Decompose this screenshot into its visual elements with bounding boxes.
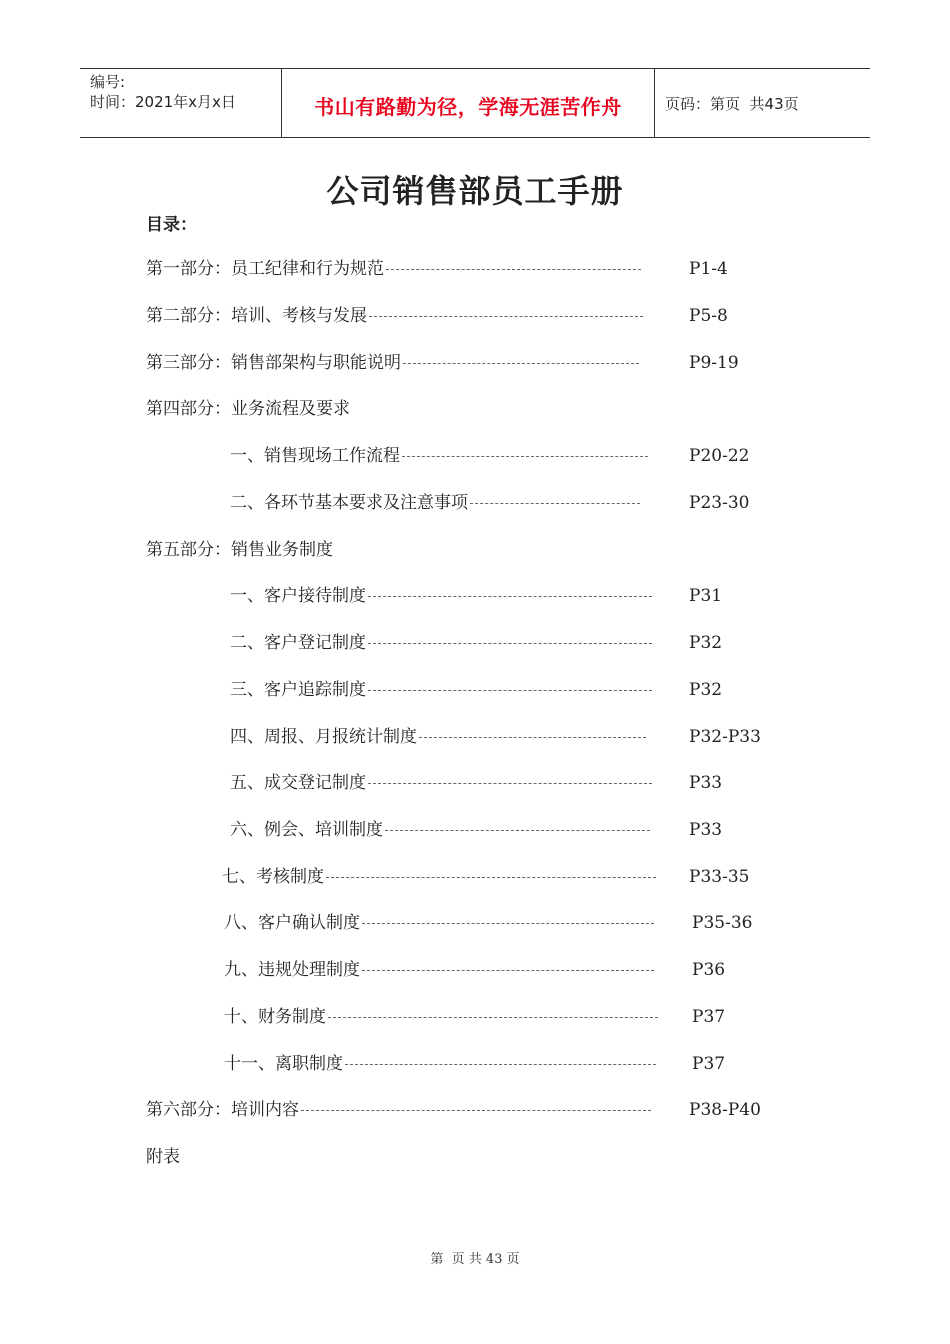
toc-entry-part4[interactable] (146, 398, 350, 420)
toc-entry-page: P32 (689, 633, 723, 653)
toc-entry-part5-11[interactable] (224, 1053, 726, 1075)
date-label: 时间：2021年x月x日 (90, 93, 236, 111)
toc-entry-part4-2[interactable] (230, 492, 750, 514)
toc-entry-part6[interactable] (146, 1099, 761, 1121)
toc-entry-text: 四、周报、月报统计制度 (230, 727, 417, 747)
toc-entry-part4-1[interactable] (230, 445, 750, 467)
toc-entry-text: 八、客户确认制度 (224, 913, 360, 933)
toc-entry-text: 七、考核制度 (222, 867, 324, 887)
toc-heading: 目录： (146, 215, 197, 235)
toc-entry-text: 九、违规处理制度 (224, 960, 360, 980)
motto-text: 书山有路勤为径，学海无涯苦作舟 (314, 94, 622, 119)
toc-entry-text: 第四部分：业务流程及要求 (146, 399, 350, 419)
toc-entry-part5[interactable] (146, 539, 333, 561)
toc-entry-part1[interactable] (146, 258, 728, 280)
toc-entry-page: P32 (689, 680, 723, 700)
toc-entry-text: 附表 (146, 1147, 180, 1167)
toc-entry-part5-10[interactable] (224, 1006, 726, 1028)
toc-entry-part5-7[interactable] (222, 866, 750, 888)
toc-entry-text: 十、财务制度 (224, 1007, 326, 1027)
toc-entry-text: 一、客户接待制度 (230, 586, 366, 606)
toc-entry-text: 第二部分：培训、考核与发展 (146, 306, 367, 326)
toc-entry-page: P37 (692, 1054, 726, 1074)
toc-entry-page: P33 (689, 773, 723, 793)
toc-entry-part5-2[interactable] (230, 632, 723, 654)
page-footer: 第 页 共 43 页 (430, 1252, 520, 1267)
toc-entry-text: 二、客户登记制度 (230, 633, 366, 653)
toc-entry-page: P1-4 (689, 259, 728, 279)
toc-entry-part5-1[interactable] (230, 585, 723, 607)
header-page-cell (655, 69, 870, 137)
header-motto-cell (282, 69, 655, 137)
toc-entry-part2[interactable] (146, 305, 728, 327)
toc-entry-page: P23-30 (689, 493, 750, 513)
toc-entry-page: P5-8 (689, 306, 728, 326)
toc-entry-text: 第五部分：销售业务制度 (146, 540, 333, 560)
toc-entry-appendix[interactable] (146, 1146, 180, 1168)
toc-entry-part5-8[interactable] (224, 912, 753, 934)
toc-entry-part3[interactable] (146, 352, 739, 374)
toc-entry-text: 二、各环节基本要求及注意事项 (230, 493, 468, 513)
toc-entry-page: P32-P33 (689, 727, 761, 747)
toc-entry-page: P33-35 (689, 867, 750, 887)
toc-entry-part5-3[interactable] (230, 679, 723, 701)
toc-entry-text: 第三部分：销售部架构与职能说明 (146, 353, 401, 373)
toc-entry-page: P37 (692, 1007, 726, 1027)
toc-entry-text: 十一、离职制度 (224, 1054, 343, 1074)
toc-entry-page: P35-36 (692, 913, 753, 933)
toc-entry-page: P36 (692, 960, 726, 980)
toc-entry-page: P9-19 (689, 353, 739, 373)
document-title: 公司销售部员工手册 (326, 172, 624, 210)
document-header (80, 68, 870, 138)
toc-entry-text: 一、销售现场工作流程 (230, 446, 400, 466)
toc-entry-part5-9[interactable] (224, 959, 726, 981)
toc-entry-text: 三、客户追踪制度 (230, 680, 366, 700)
toc-entry-part5-4[interactable] (230, 726, 761, 748)
toc-entry-page: P31 (689, 586, 723, 606)
toc-entry-text: 六、例会、培训制度 (230, 820, 383, 840)
header-meta-cell (80, 69, 282, 137)
toc-entry-page: P38-P40 (689, 1100, 761, 1120)
toc-entry-page: P33 (689, 820, 723, 840)
toc-entry-text: 五、成交登记制度 (230, 773, 366, 793)
toc-entry-part5-5[interactable] (230, 772, 723, 794)
toc-entry-part5-6[interactable] (230, 819, 723, 841)
number-label: 编号: (90, 73, 126, 91)
page-info: 页码：第页 共43页 (665, 94, 799, 113)
toc-entry-page: P20-22 (689, 446, 750, 466)
toc-entry-text: 第一部分：员工纪律和行为规范 (146, 259, 384, 279)
toc-entry-text: 第六部分：培训内容 (146, 1100, 299, 1120)
